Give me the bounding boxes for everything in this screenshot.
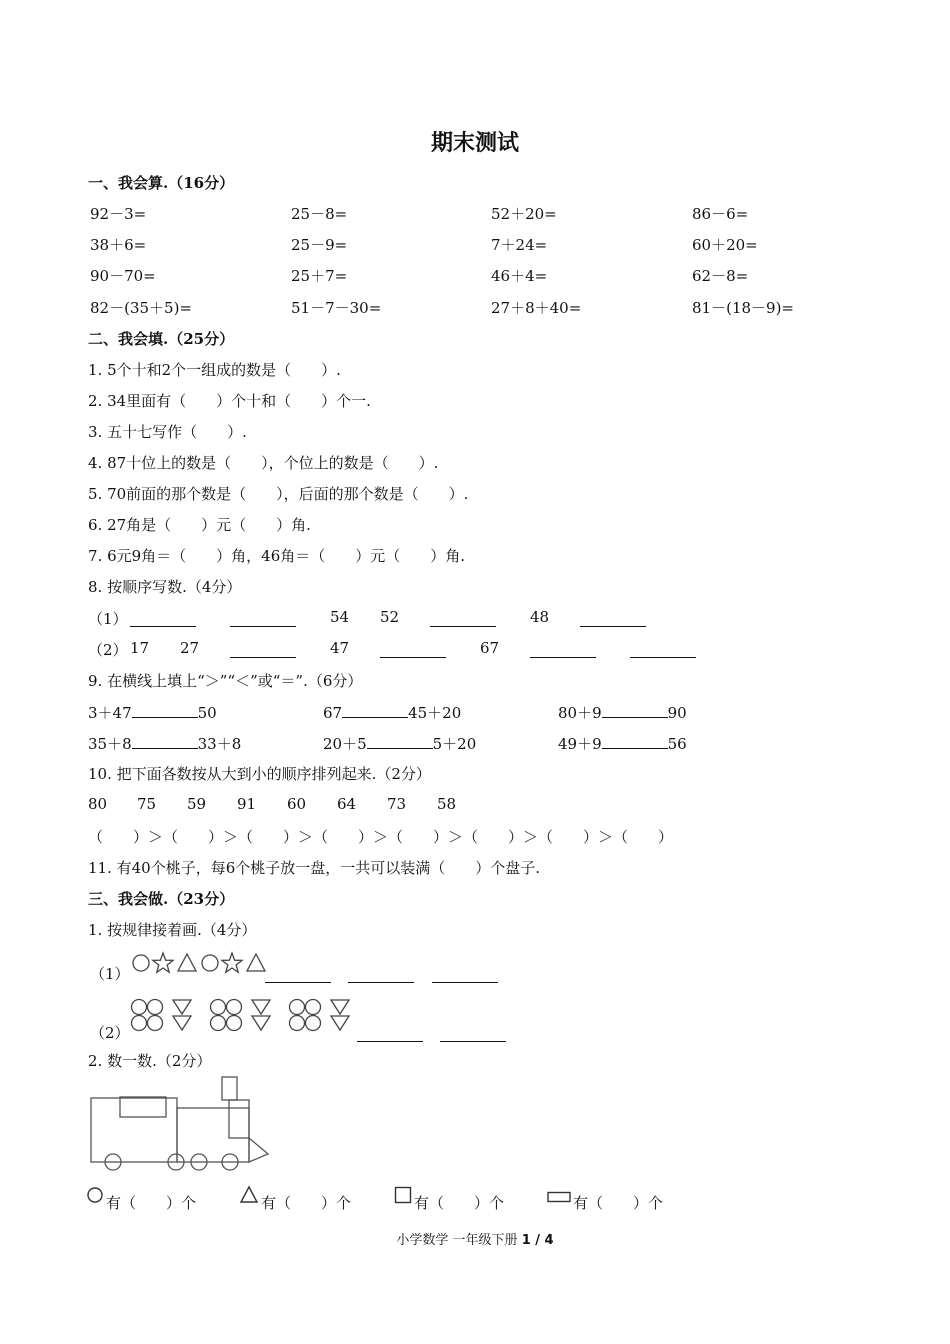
answer-blank[interactable] — [357, 1025, 423, 1042]
compare-item — [323, 701, 461, 723]
circle-icon — [202, 955, 218, 971]
sequence-row-label: （1） — [88, 610, 128, 628]
compare-right: 33＋8 — [197, 735, 242, 753]
answer-blank[interactable] — [432, 966, 498, 983]
compare-item — [558, 732, 687, 754]
four-circles-icon — [290, 1000, 321, 1031]
triangle-icon — [178, 954, 196, 971]
compare-right: 90 — [667, 704, 687, 722]
compare-item — [88, 701, 217, 723]
compare-left: 49＋9 — [558, 735, 602, 753]
answer-blank[interactable] — [230, 641, 296, 658]
calc-item: 25－9= — [291, 236, 348, 254]
calc-item: 92－3= — [90, 205, 147, 223]
pattern-row-label: （1） — [90, 965, 130, 983]
question-fill-6: 6. 27角是（ ）元（ ）角. — [88, 516, 311, 534]
compare-item — [558, 701, 687, 723]
number-list-item: 73 — [387, 795, 407, 813]
count-answer: 有（ ）个 — [261, 1194, 352, 1212]
answer-blank[interactable] — [602, 732, 668, 749]
number-list-item: 75 — [137, 795, 157, 813]
compare-left: 20＋5 — [323, 735, 367, 753]
sequence-number: 27 — [180, 639, 200, 657]
number-list-item: 91 — [237, 795, 257, 813]
section-heading-fill: 二、我会填.（25分） — [88, 330, 235, 348]
question-make-2: 2. 数一数.（2分） — [88, 1052, 212, 1070]
calc-item: 82－(35＋5)= — [90, 299, 192, 317]
calc-item: 25－8= — [291, 205, 348, 223]
answer-blank[interactable] — [348, 966, 414, 983]
shape-pattern-1 — [130, 950, 270, 976]
two-triangles-icon — [173, 1000, 191, 1030]
compare-left: 3＋47 — [88, 704, 132, 722]
calc-item: 7＋24= — [491, 236, 548, 254]
sequence-number: 52 — [380, 608, 400, 626]
star-icon — [222, 953, 242, 972]
question-fill-3: 3. 五十七写作（ ）. — [88, 423, 247, 441]
calc-item: 25＋7= — [291, 267, 348, 285]
shape-pattern-2 — [128, 997, 356, 1035]
footer-text: 小学数学 一年级下册 — [396, 1233, 518, 1248]
triangle-icon — [247, 954, 265, 971]
answer-blank[interactable] — [602, 701, 668, 718]
calc-item: 51－7－30= — [291, 299, 382, 317]
count-answer: 有（ ）个 — [414, 1194, 505, 1212]
answer-blank[interactable] — [380, 641, 446, 658]
triangle-icon — [240, 1185, 260, 1205]
sequence-number: 17 — [130, 639, 150, 657]
square-icon — [394, 1186, 414, 1206]
answer-blank[interactable] — [367, 732, 433, 749]
compare-right: 50 — [197, 704, 217, 722]
section-heading-make: 三、我会做.（23分） — [88, 890, 235, 908]
answer-blank[interactable] — [265, 966, 331, 983]
count-answer: 有（ ）个 — [106, 1194, 197, 1212]
answer-blank[interactable] — [440, 1025, 506, 1042]
question-make-1: 1. 按规律接着画.（4分） — [88, 921, 257, 939]
sequence-number: 48 — [530, 608, 550, 626]
answer-blank[interactable] — [342, 701, 408, 718]
answer-blank[interactable] — [130, 610, 196, 627]
question-fill-5: 5. 70前面的那个数是（ ），后面的那个数是（ ）. — [88, 485, 469, 503]
two-triangles-icon — [252, 1000, 270, 1030]
page-footer — [0, 1229, 950, 1248]
page-title: 期末测试 — [430, 130, 519, 156]
answer-blank[interactable] — [580, 610, 646, 627]
circle-icon — [86, 1186, 106, 1206]
calc-item: 38＋6= — [90, 236, 147, 254]
compare-left: 35＋8 — [88, 735, 132, 753]
train-figure — [88, 1076, 272, 1174]
compare-right: 5＋20 — [432, 735, 477, 753]
sequence-number: 47 — [330, 639, 350, 657]
four-circles-icon — [211, 1000, 242, 1031]
calc-item: 62－8= — [692, 267, 749, 285]
compare-left: 80＋9 — [558, 704, 602, 722]
calc-item: 27＋8＋40= — [491, 299, 582, 317]
question-fill-8: 8. 按顺序写数.（4分） — [88, 578, 242, 596]
page-number: 1 / 4 — [521, 1233, 554, 1248]
sequence-number: 67 — [480, 639, 500, 657]
calc-item: 86－6= — [692, 205, 749, 223]
question-fill-11: 11. 有40个桃子，每6个桃子放一盘，一共可以装满（ ）个盘子. — [88, 859, 541, 877]
compare-right: 56 — [667, 735, 687, 753]
question-fill-1: 1. 5个十和2个一组成的数是（ ）. — [88, 361, 341, 379]
number-list-item: 64 — [337, 795, 357, 813]
count-answer: 有（ ）个 — [573, 1194, 664, 1212]
answer-blank[interactable] — [132, 732, 198, 749]
calc-item: 60＋20= — [692, 236, 758, 254]
question-fill-10: 10. 把下面各数按从大到小的顺序排列起来.（2分） — [88, 765, 431, 783]
question-fill-7: 7. 6元9角＝（ ）角，46角＝（ ）元（ ）角. — [88, 547, 466, 565]
answer-blank[interactable] — [132, 701, 198, 718]
sequence-row-label: （2） — [88, 641, 128, 659]
calc-item: 81－(18－9)= — [692, 299, 794, 317]
calc-item: 90－70= — [90, 267, 156, 285]
compare-item — [88, 732, 241, 754]
calc-item: 46＋4= — [491, 267, 548, 285]
compare-right: 45＋20 — [408, 704, 462, 722]
question-fill-4: 4. 87十位上的数是（ ），个位上的数是（ ）. — [88, 454, 439, 472]
compare-left: 67 — [323, 704, 343, 722]
number-list-item: 59 — [187, 795, 207, 813]
sequence-number: 54 — [330, 608, 350, 626]
star-icon — [153, 953, 173, 972]
answer-blank[interactable] — [530, 641, 596, 658]
answer-blank[interactable] — [630, 641, 696, 658]
number-list-item: 58 — [437, 795, 457, 813]
two-triangles-icon — [331, 1000, 349, 1030]
section-heading-calc: 一、我会算.（16分） — [88, 174, 235, 192]
answer-blank[interactable] — [430, 610, 496, 627]
rectangle-icon — [547, 1191, 573, 1205]
four-circles-icon — [132, 1000, 163, 1031]
compare-item — [323, 732, 476, 754]
calc-item: 52＋20= — [491, 205, 557, 223]
order-answer-row: （ ）＞（ ）＞（ ）＞（ ）＞（ ）＞（ ）＞（ ）＞（ ） — [88, 828, 674, 846]
question-fill-2: 2. 34里面有（ ）个十和（ ）个一. — [88, 392, 371, 410]
number-list-item: 60 — [287, 795, 307, 813]
number-list-item: 80 — [88, 795, 108, 813]
answer-blank[interactable] — [230, 610, 296, 627]
pattern-row-label: （2） — [90, 1024, 130, 1042]
question-fill-9: 9. 在横线上填上“＞”“＜”或“＝”.（6分） — [88, 672, 363, 690]
circle-icon — [133, 955, 149, 971]
